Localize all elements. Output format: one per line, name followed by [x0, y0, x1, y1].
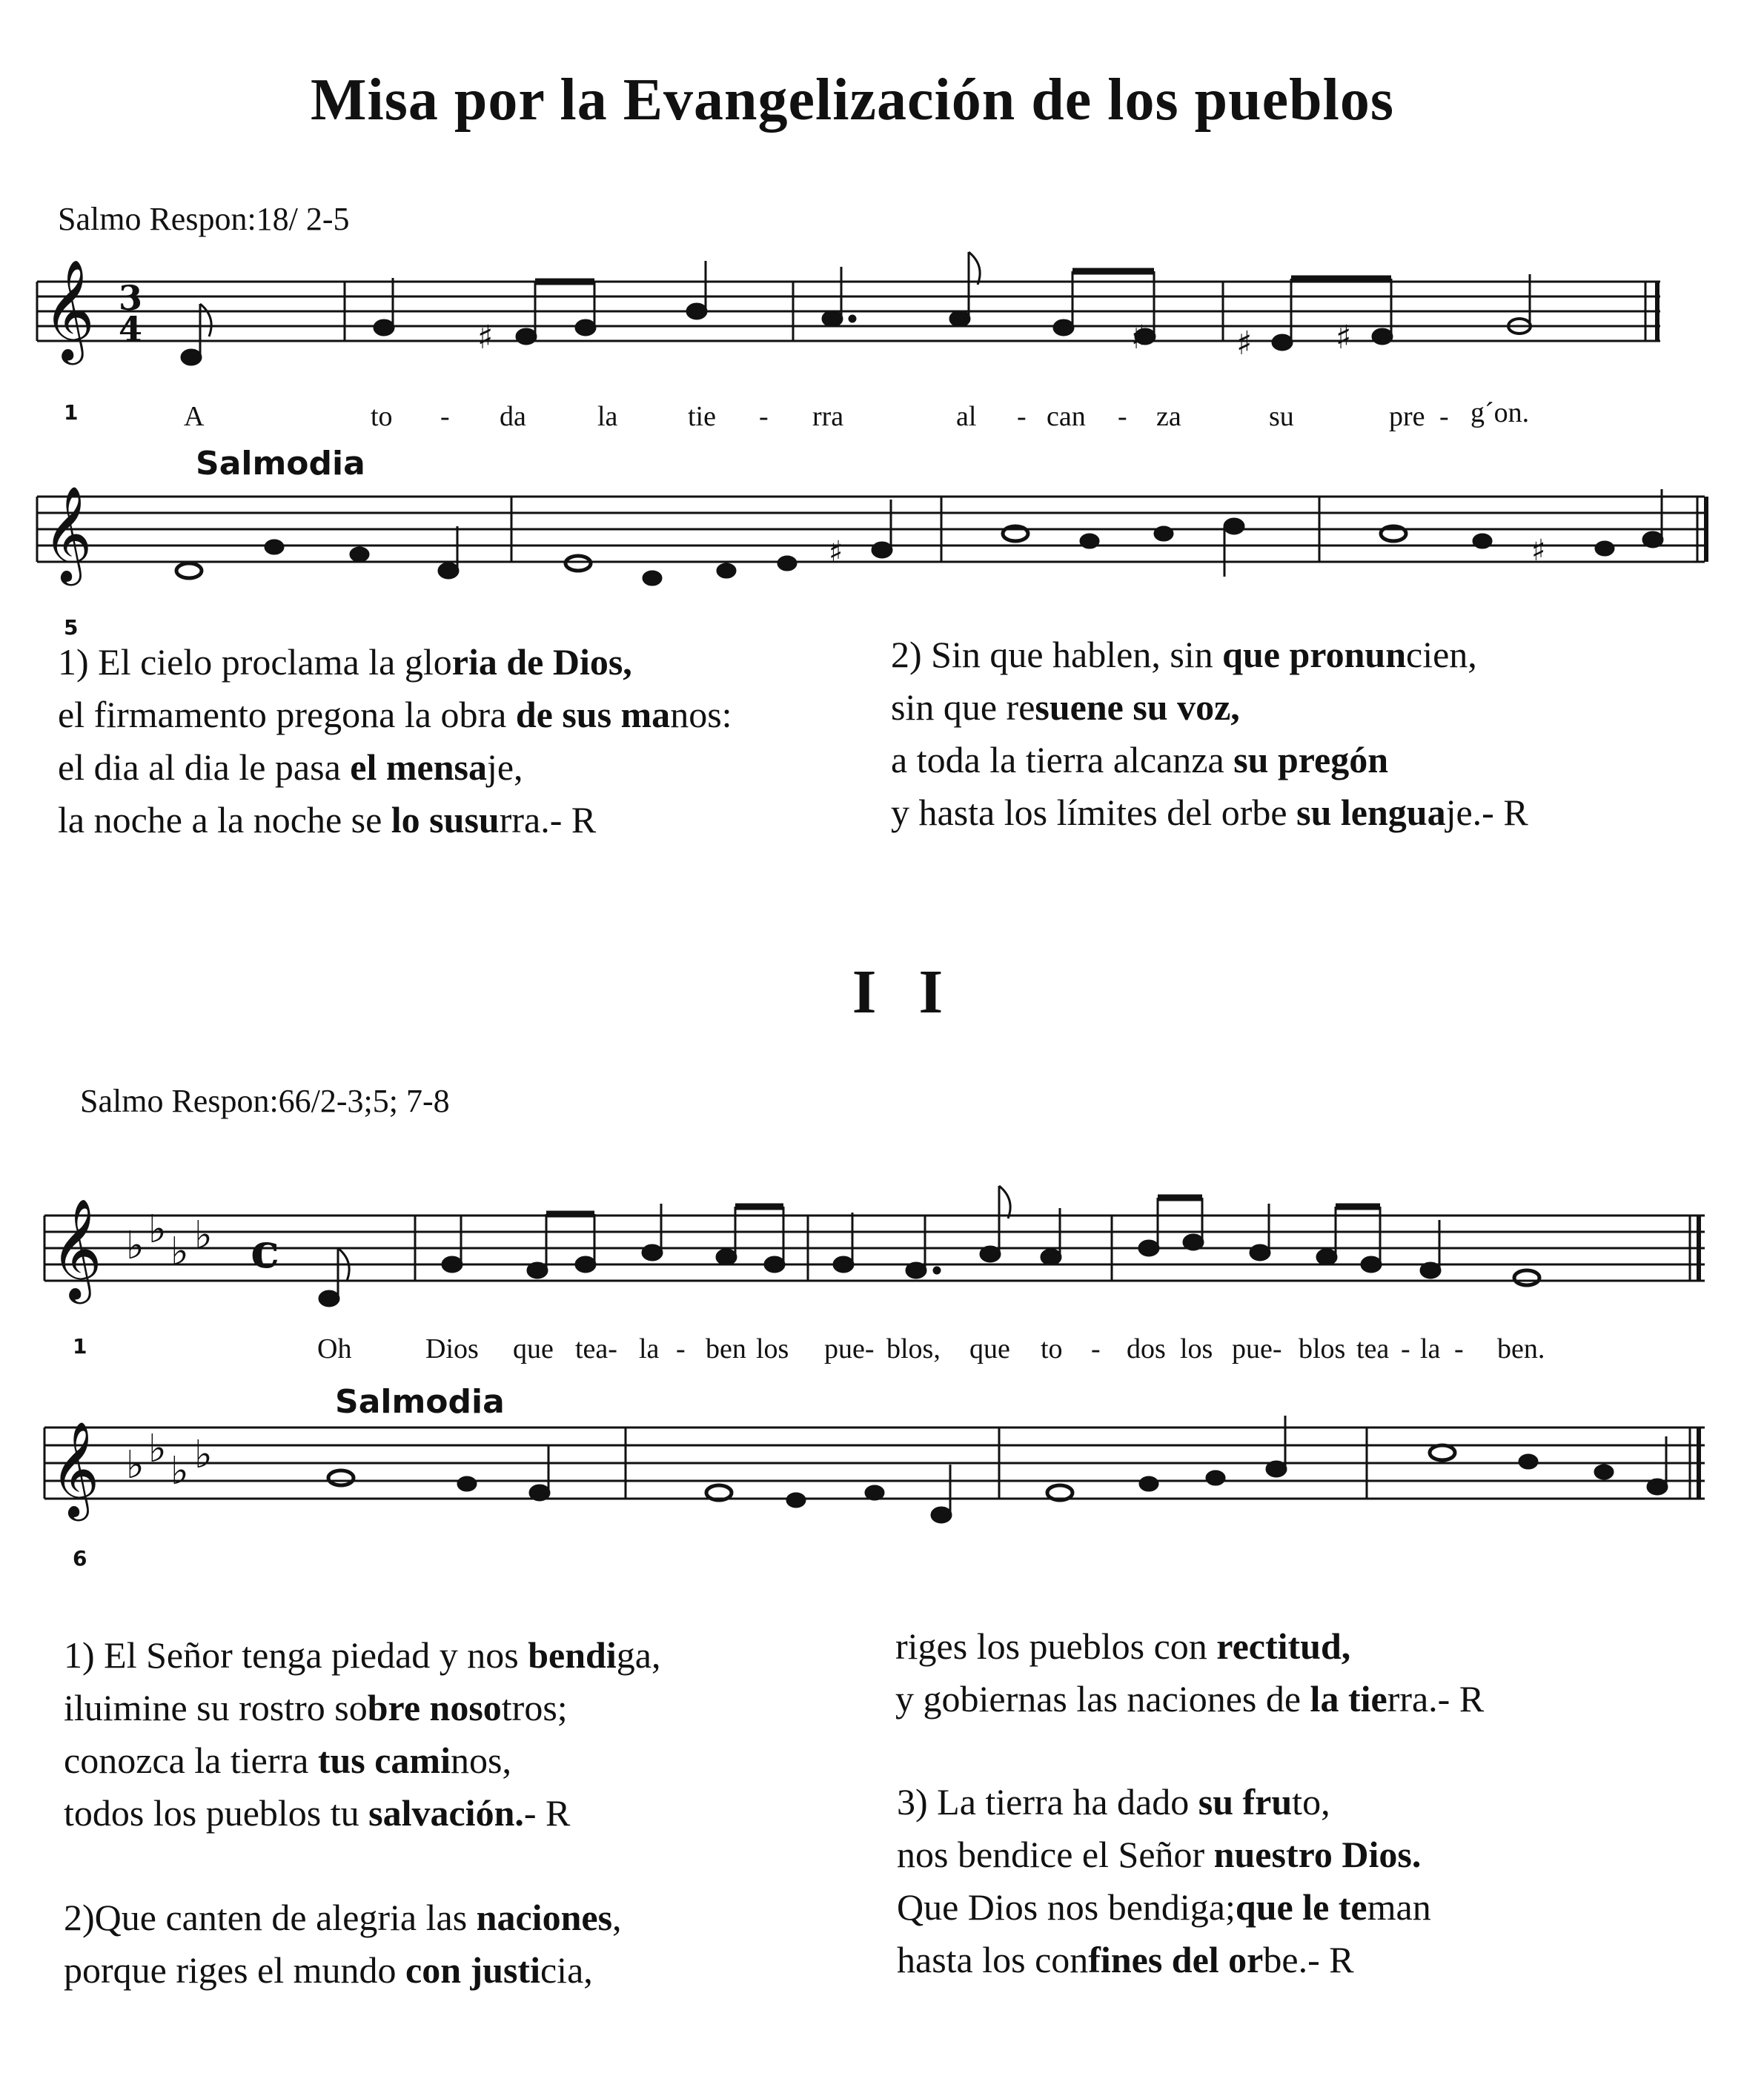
- verse-text: el firmamento pregona la obra: [58, 694, 516, 735]
- verse-line: [58, 741, 732, 794]
- verse-text: 1) El cielo proclama la glo: [58, 641, 452, 683]
- music-staff-antiphon: [30, 245, 1690, 408]
- verse-line: [891, 629, 1528, 681]
- verse-text-bold: su fru: [1198, 1781, 1293, 1823]
- lyric-syllable: -: [1091, 1333, 1101, 1364]
- verse-text: y gobiernas las naciones de: [895, 1678, 1310, 1720]
- verse-text-bold: lo susu: [391, 799, 500, 840]
- verse-text: conozca la tierra: [64, 1740, 318, 1781]
- verse-text-bold: su pregón: [1233, 739, 1389, 780]
- svg-text:♯: ♯: [1336, 319, 1352, 357]
- verse-text: todos los pueblos tu: [64, 1792, 369, 1834]
- svg-text:♭: ♭: [126, 1224, 145, 1268]
- treble-clef-icon: 𝄞: [43, 258, 95, 360]
- verse-line: [897, 1934, 1431, 1986]
- measure-number: 1: [64, 400, 79, 425]
- svg-text:♭: ♭: [148, 1427, 167, 1471]
- lyric-syllable: to: [1041, 1333, 1063, 1364]
- svg-text:♯: ♯: [477, 319, 494, 357]
- svg-text:♭: ♭: [194, 1213, 213, 1258]
- verse-text-bold: su lengua: [1296, 792, 1446, 833]
- lyric-syllable: ben.: [1497, 1333, 1545, 1364]
- lyric-syllable: pue-: [1232, 1333, 1282, 1364]
- verse-line: [64, 1787, 660, 1840]
- svg-text:♭: ♭: [170, 1230, 189, 1274]
- verse-text-bold: que pronun: [1222, 634, 1406, 675]
- psalm-reference: Salmo Respon:66/2-3;5; 7-8: [80, 1083, 450, 1119]
- lyric-syllable: blos: [1299, 1333, 1346, 1364]
- svg-text:♯: ♯: [829, 535, 843, 569]
- verse-text: - R: [523, 1792, 571, 1834]
- verse-text: cia,: [540, 1949, 593, 1991]
- verse-1: [64, 1629, 660, 1840]
- verse-text: 1) El Señor tenga piedad y nos: [64, 1634, 528, 1676]
- verse-line: [58, 794, 732, 846]
- lyric-syllable: pue-: [824, 1333, 875, 1364]
- verse-text: ,: [612, 1897, 622, 1938]
- lyric-syllable: Dios: [425, 1333, 479, 1364]
- verse-text: 3) La tierra ha dado: [897, 1781, 1198, 1823]
- lyric-syllable: to: [371, 401, 393, 432]
- lyric-syllable: -: [1454, 1333, 1464, 1364]
- verse-text: man: [1367, 1886, 1431, 1928]
- verse-text-bold: el mensa: [350, 746, 487, 788]
- verse-text-bold: rectitud,: [1216, 1625, 1351, 1667]
- verse-text-bold: con justi: [405, 1949, 540, 1991]
- verse-2-continued: [895, 1620, 1484, 1725]
- lyric-syllable: la: [1420, 1333, 1441, 1364]
- lyric-syllable: rra: [812, 401, 844, 432]
- svg-text:♯: ♯: [1236, 325, 1253, 362]
- music-staff-salmodia: [30, 1401, 1720, 1549]
- verse-text: be.- R: [1263, 1939, 1354, 1980]
- verse-text: hasta los con: [897, 1939, 1089, 1980]
- lyric-syllable: can: [1047, 401, 1086, 432]
- lyric-syllable: su: [1269, 401, 1294, 432]
- measure-number: 6: [73, 1546, 87, 1571]
- verse-2: [64, 1891, 622, 1997]
- lyric-syllable: dos: [1127, 1333, 1166, 1364]
- lyric-syllable: A: [184, 401, 205, 432]
- lyric-syllable: -: [1401, 1333, 1410, 1364]
- verse-text: sin que re: [891, 686, 1035, 728]
- verse-line: [897, 1828, 1431, 1881]
- time-signature-bottom: 4: [119, 309, 143, 349]
- verse-line: [58, 636, 732, 689]
- lyric-syllable: ben: [706, 1333, 746, 1364]
- verse-line: [891, 786, 1528, 839]
- verse-text: Que Dios nos bendiga;: [897, 1886, 1236, 1928]
- svg-text:♯: ♯: [1531, 534, 1546, 568]
- svg-text:♭: ♭: [194, 1433, 213, 1477]
- lyric-syllable: -: [676, 1333, 686, 1364]
- lyric-syllable: la: [597, 401, 618, 432]
- verse-line: [58, 689, 732, 741]
- verse-text: 2)Que canten de alegria las: [64, 1897, 477, 1938]
- verse-text-bold: salvación.: [368, 1792, 524, 1834]
- verse-line: [891, 681, 1528, 734]
- salmodia-label: Salmodia: [196, 445, 365, 483]
- verse-text-bold: suene su voz,: [1035, 686, 1240, 728]
- verse-line: [897, 1881, 1431, 1934]
- verse-text-bold: que le te: [1235, 1886, 1367, 1928]
- treble-clef-icon: 𝄞: [50, 1197, 102, 1299]
- verse-text: la noche a la noche se: [58, 799, 391, 840]
- verse-line: [64, 1682, 660, 1734]
- verse-text: nos bendice el Señor: [897, 1834, 1214, 1875]
- verse-text: rra.- R: [499, 799, 597, 840]
- verse-text-bold: de sus ma: [515, 694, 671, 735]
- lyric-syllable: la: [639, 1333, 660, 1364]
- verse-text: iluimine su rostro so: [64, 1687, 368, 1728]
- measure-number: 1: [73, 1334, 87, 1359]
- verse-text: tros;: [501, 1687, 568, 1728]
- salmodia-label: Salmodia: [335, 1383, 505, 1421]
- verse-line: [897, 1776, 1431, 1828]
- verse-line: [895, 1620, 1484, 1673]
- verse-line: [64, 1944, 622, 1997]
- verse-text: riges los pueblos con: [895, 1625, 1217, 1667]
- lyric-syllable: -: [440, 401, 450, 432]
- lyric-syllable: blos,: [886, 1333, 941, 1364]
- verse-3: [897, 1776, 1431, 1986]
- verse-line: [64, 1734, 660, 1787]
- lyric-syllable: tea-: [575, 1333, 617, 1364]
- music-staff-salmodia: [30, 467, 1720, 615]
- verse-text: nos:: [670, 694, 732, 735]
- lyric-syllable: -: [759, 401, 769, 432]
- section-heading: I I: [852, 958, 957, 1027]
- lyric-syllable: Oh: [317, 1333, 352, 1364]
- verse-text: cien,: [1406, 634, 1477, 675]
- verse-text: ga,: [616, 1634, 661, 1676]
- measure-number: 5: [64, 615, 79, 640]
- svg-text:♭: ♭: [170, 1449, 189, 1493]
- verse-text-bold: fines del or: [1088, 1939, 1264, 1980]
- svg-text:♭: ♭: [126, 1443, 145, 1488]
- verse-text: to,: [1292, 1781, 1330, 1823]
- music-staff-antiphon: [30, 1171, 1720, 1334]
- svg-text:♭: ♭: [148, 1207, 167, 1252]
- lyric-syllable: -: [1118, 401, 1127, 432]
- lyric-syllable: g´on.: [1470, 397, 1530, 428]
- verse-line: [64, 1629, 660, 1682]
- lyric-syllable: tea: [1356, 1333, 1390, 1364]
- lyric-syllable: que: [969, 1333, 1010, 1364]
- lyric-syllable: los: [756, 1333, 789, 1364]
- lyric-syllable: tie: [688, 401, 716, 432]
- lyric-syllable: -: [1439, 401, 1449, 432]
- treble-clef-icon: 𝄞: [50, 1421, 100, 1517]
- verse-text: a toda la tierra alcanza: [891, 739, 1234, 780]
- verse-text-bold: ria de Dios,: [451, 641, 632, 683]
- verse-text: y hasta los límites del orbe: [891, 792, 1297, 833]
- lyric-syllable: que: [513, 1333, 554, 1364]
- psalm-reference: Salmo Respon:18/ 2-5: [58, 201, 350, 237]
- lyric-syllable: pre: [1389, 401, 1425, 432]
- verse-text-bold: la tie: [1310, 1678, 1387, 1720]
- verse-text: porque riges el mundo: [64, 1949, 406, 1991]
- lyric-syllable: los: [1180, 1333, 1213, 1364]
- lyric-syllable: za: [1156, 401, 1181, 432]
- verse-text: nos,: [450, 1740, 511, 1781]
- lyric-syllable: al: [956, 401, 977, 432]
- treble-clef-icon: 𝄞: [43, 485, 93, 582]
- verse-text: 2) Sin que hablen, sin: [891, 634, 1223, 675]
- verse-text-bold: tus cami: [317, 1740, 451, 1781]
- verse-text: el dia al dia le pasa: [58, 746, 351, 788]
- verse-text-bold: bendi: [528, 1634, 617, 1676]
- time-signature-top: 3: [119, 278, 143, 318]
- verse-text-bold: naciones: [476, 1897, 613, 1938]
- common-time-icon: c: [251, 1224, 279, 1279]
- verse-line: [895, 1673, 1484, 1725]
- verse-2: [891, 629, 1528, 839]
- verse-line: [64, 1891, 622, 1944]
- verse-text-bold: nuestro Dios.: [1213, 1834, 1422, 1875]
- verse-text: rra.- R: [1387, 1678, 1485, 1720]
- verse-text-bold: bre noso: [367, 1687, 502, 1728]
- lyric-syllable: da: [500, 401, 526, 432]
- lyric-syllable: -: [1017, 401, 1027, 432]
- svg-text:♯: ♯: [1131, 319, 1147, 357]
- page-title: Misa por la Evangelización de los pueblos: [311, 67, 1394, 133]
- verse-line: [891, 734, 1528, 786]
- verse-text: je.- R: [1445, 792, 1528, 833]
- verse-1: [58, 636, 732, 846]
- verse-text: je,: [486, 746, 523, 788]
